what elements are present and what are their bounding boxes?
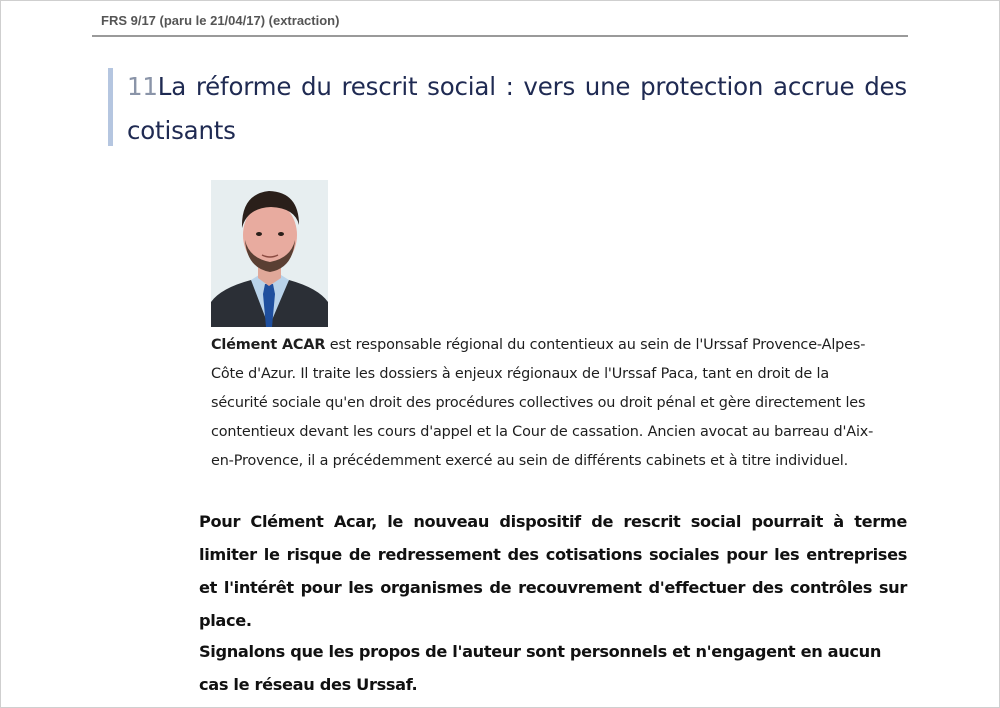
body-paragraph-1: Pour Clément Acar, le nouveau dispositif de rescrit social pourrait à terme limiter le risque de redressement des cotisations sociales pour les entreprises et l'intérêt pour les organismes de recouvrement d'effectuer des contrôles sur place. (199, 512, 907, 630)
header-label: FRS 9/17 (paru le 21/04/17) (extraction) (101, 13, 340, 28)
author-name: Clément ACAR (211, 337, 326, 353)
body-paragraph-2: Signalons que les propos de l'auteur sont personnels et n'engagent en aucun cas le réseau des Urssaf. (199, 642, 882, 694)
header-divider (92, 35, 908, 37)
author-bio-text: est responsable régional du contentieux au sein de l'Urssaf Provence-Alpes-Côte d'Azur. Il traite les dossiers à enjeux régionaux de l'Urssaf Paca, tant en droit de la sécurité sociale qu'en droit des procédures collectives ou droit pénal et gère directement les contentieux devant les cours d'appel et la Cour de cassation. Ancien avocat au barreau d'Aix-en-Provence, il a précédemment exercé au sein de différents cabinets et à titre individuel. (211, 337, 874, 469)
author-bio (211, 331, 881, 476)
article-number: 11 (127, 72, 158, 101)
title-accent-bar (108, 68, 113, 146)
article-title-text: La réforme du rescrit social : vers une protection accrue des cotisants (127, 72, 907, 145)
article-title (127, 65, 907, 153)
author-photo (211, 180, 328, 327)
